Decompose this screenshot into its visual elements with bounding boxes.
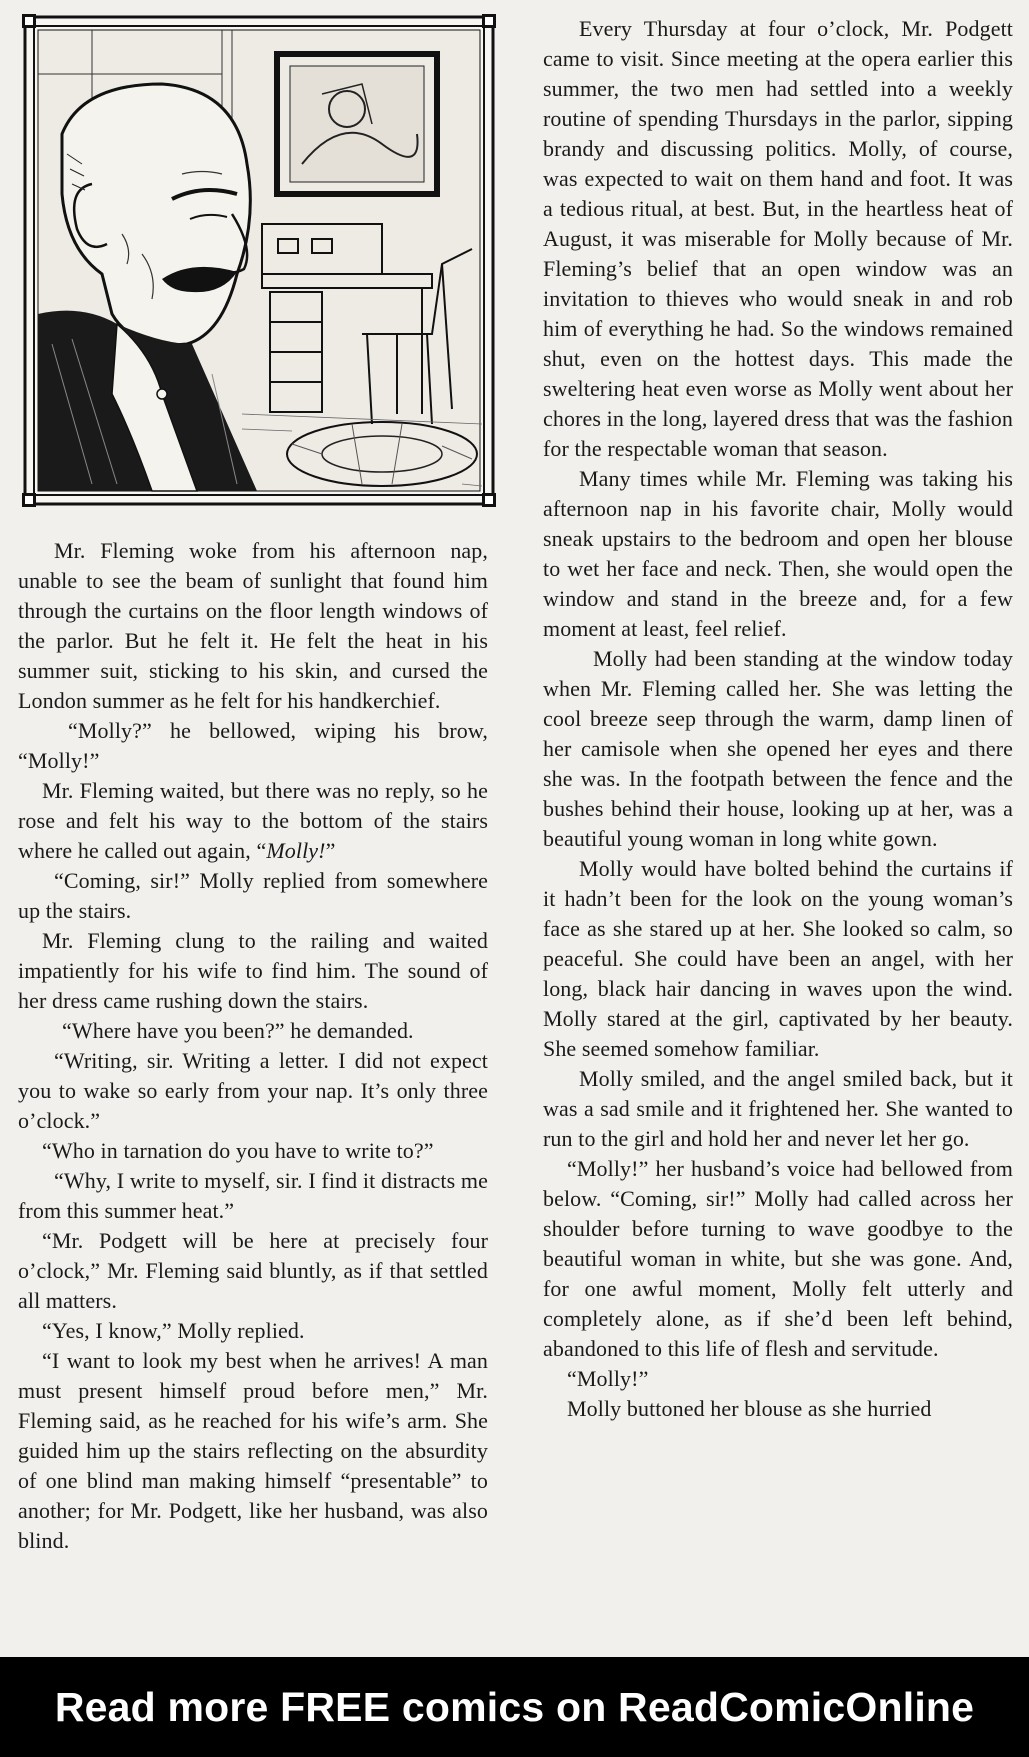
paragraph: “Where have you been?” he demanded. bbox=[62, 1018, 414, 1043]
paragraph: “Coming, sir!” Molly replied from somewhere up the stairs. bbox=[18, 868, 488, 923]
article-column-right bbox=[543, 14, 1013, 1424]
paragraph: “I want to look my best when he arrives! A man must present himself proud before men,” Mr. Fleming said, as he reached for his wife’s arm. She guided him up the stairs reflecting on the absurdity of one blind man making himself “presentable” to another; for Mr. Podgett, like her husband, was also blind. bbox=[18, 1348, 488, 1553]
promo-banner[interactable] bbox=[0, 1657, 1029, 1757]
article-column-left bbox=[18, 536, 488, 1556]
paragraph: “Writing, sir. Writing a letter. I did not expect you to wake so early from your nap. It’s only three o’clock.” bbox=[18, 1048, 488, 1133]
paragraph: Molly would have bolted behind the curtains if it hadn’t been for the look on the young woman’s face as she stared up at her. She looked so calm, so peaceful. She could have been an angel, with her long, black hair dancing in waves upon the wind. Molly stared at the girl, captivated by her beauty. She seemed somehow familiar. bbox=[543, 856, 1013, 1061]
paragraph: “Molly!” her husband’s voice had bellowed from below. “Coming, sir!” Molly had called across her shoulder before turning to wave goodbye to the beautiful woman in white, but she was gone. And, for one awful moment, Molly felt utterly and completely alone, as if she’d been left behind, abandoned to this life of flesh and servitude. bbox=[543, 1156, 1013, 1361]
paragraph: “Who in tarnation do you have to write to?” bbox=[42, 1138, 434, 1163]
paragraph: “Molly!” bbox=[567, 1366, 649, 1391]
paragraph: “Mr. Podgett will be here at precisely four o’clock,” Mr. Fleming said bluntly, as if that settled all matters. bbox=[18, 1228, 488, 1313]
paragraph: Molly smiled, and the angel smiled back, but it was a sad smile and it frightened her. She wanted to run to the girl and hold her and never let her go. bbox=[543, 1066, 1013, 1151]
illustration-old-man-parlor bbox=[22, 14, 496, 507]
paragraph: “Yes, I know,” Molly replied. bbox=[42, 1318, 305, 1343]
paragraph: Mr. Fleming waited, but there was no reply, so he rose and felt his way to the bottom of the stairs where he called out again, “Molly!” bbox=[18, 778, 488, 863]
paragraph: Mr. Fleming clung to the railing and waited impatiently for his wife to find him. The sound of her dress came rushing down the stairs. bbox=[18, 928, 488, 1013]
paragraph: Many times while Mr. Fleming was taking his afternoon nap in his favorite chair, Molly would sneak upstairs to the bedroom and open her blouse to wet her face and neck. Then, she would open the window and stand in the breeze and, for a few moment at least, feel relief. bbox=[543, 466, 1013, 641]
paragraph: “Why, I write to myself, sir. I find it distracts me from this summer heat.” bbox=[18, 1168, 488, 1223]
paragraph: Molly had been standing at the window today when Mr. Fleming called her. She was letting the cool breeze seep through the warm, damp linen of her camisole when she opened her eyes and there she was. In the footpath between the fence and the bushes behind their house, looking up at her, was a beautiful young woman in long white gown. bbox=[543, 646, 1013, 851]
paragraph: “Molly?” he bellowed, wiping his brow, “Molly!” bbox=[18, 718, 488, 773]
paragraph: Mr. Fleming woke from his afternoon nap, unable to see the beam of sunlight that found him through the curtains on the floor length windows of the parlor. But he felt it. He felt the heat in his summer suit, sticking to his skin, and cursed the London summer as he felt for his handkerchief. bbox=[18, 538, 488, 713]
promo-banner-text[interactable]: Read more FREE comics on ReadComicOnline bbox=[54, 1683, 975, 1730]
paragraph: Molly buttoned her blouse as she hurried bbox=[567, 1396, 932, 1421]
paragraph: Every Thursday at four o’clock, Mr. Podgett came to visit. Since meeting at the opera earlier this summer, the two men had settled into a weekly routine of spending Thursdays in the parlor, sipping brandy and discussing politics. Molly, of course, was expected to wait on them hand and foot. It was a tedious ritual, at best. But, in the heartless heat of August, it was miserable for Molly because of Mr. Fleming’s belief that an open window was an invitation to thieves who would sneak in and rob him of everything he had. So the windows remained shut, even on the hottest days. This made the sweltering heat even worse as Molly went about her chores in the long, layered dress that was the fashion for the respectable woman that season. bbox=[543, 16, 1013, 461]
